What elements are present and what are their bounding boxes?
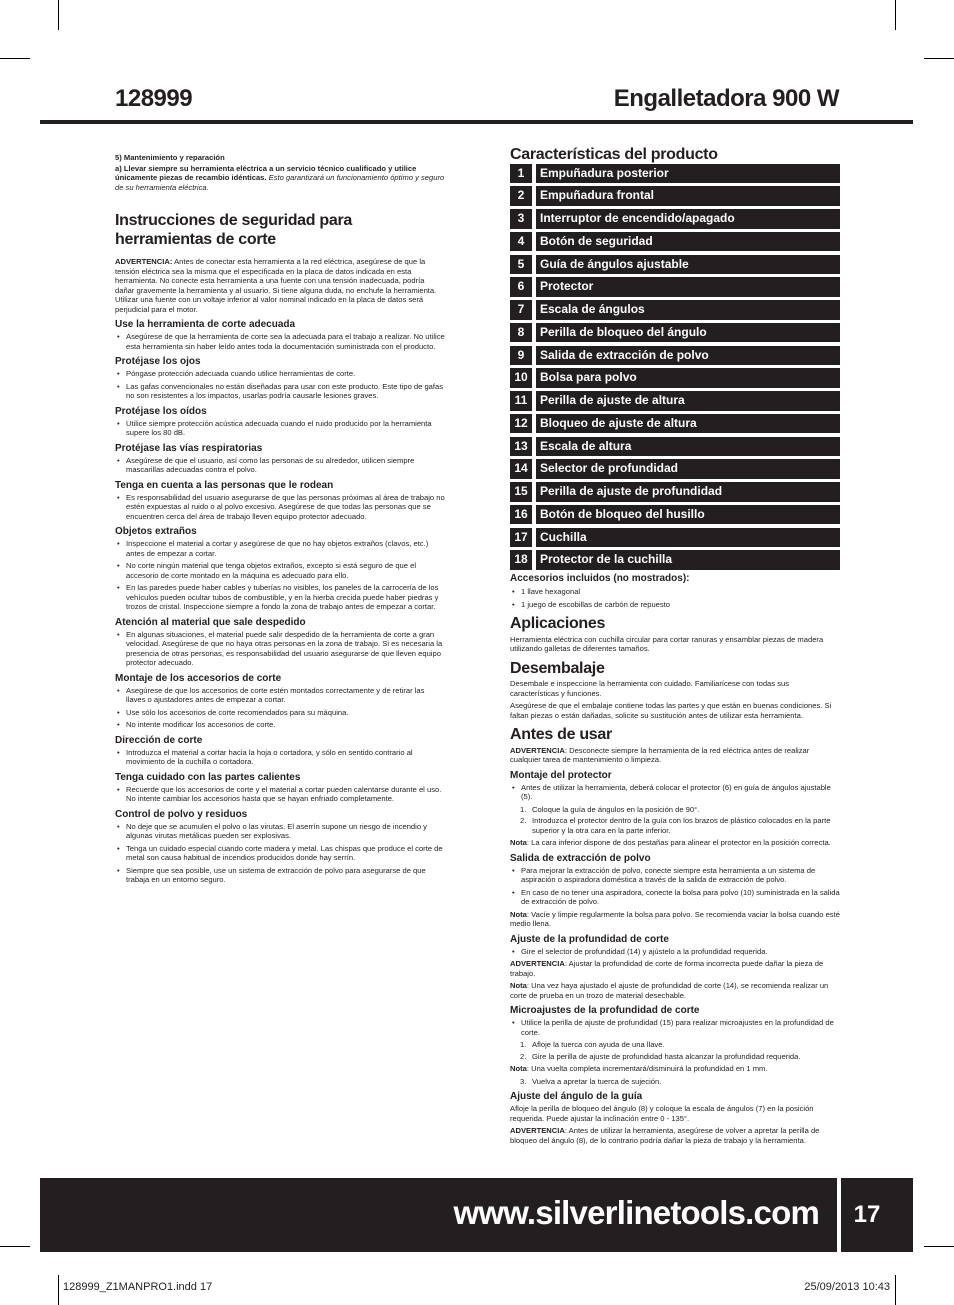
section-heading: Atención al material que sale despedido [115,616,306,628]
list-item: • Asegúrese de que los accesorios de corte estén montados correctamente y de retirar las llaves o ajustadores antes de empezar a cortar. [115,686,445,705]
feature-label: Protector de la cuchilla [536,550,840,570]
feature-number: 10 [510,368,532,388]
dust-note: Nota: Vacíe y limpie regularmente la bolsa para polvo. Se recomienda vaciar la bolsa cuando esté medio llena. [510,909,840,928]
feature-row [510,277,840,297]
step-text: Coloque la guía de ángulos en la posición de 90°. [532,804,700,814]
bullet-list [115,456,445,475]
feature-number: 6 [510,277,532,297]
feature-label: Selector de profundidad [536,459,840,479]
feature-number: 17 [510,528,532,548]
list-item: • Inspeccione el material a cortar y asegúrese de que no hay objetos extraños (clavos, etc.) antes de empezar a cortar. [115,539,445,558]
feature-number: 1 [510,164,532,184]
section-heading: Use la herramienta de corte adecuada [115,319,296,330]
bullet-list [115,630,445,668]
feature-label: Bolsa para polvo [536,368,840,388]
crop-mark [58,0,59,30]
step-text: Afloje la tuerca con ayuda de una llave. [532,1040,665,1049]
file-slug: 128999_Z1MANPRO1.indd 17 [63,1281,213,1293]
feature-row [510,209,840,229]
dust-heading: Salida de extracción de polvo [510,852,651,864]
applications-text: Herramienta eléctrica con cuchilla circular para cortar ranuras y ensamblar piezas de madera utilizando galletas de diferentes tamaños. [510,634,824,653]
feature-label: Empuñadura frontal [536,186,840,206]
feature-label: Escala de ángulos [536,300,840,320]
before-use-title: Antes de usar [510,726,612,743]
feature-row [510,437,840,457]
list-item [510,1040,840,1050]
step-number: 1. [520,1040,527,1049]
accessories-title: Accesorios incluidos (no mostrados): [510,573,690,584]
unpacking-text-2: Asegúrese de que el embalaje contiene todas las partes y que están en buenas condiciones. Si faltan piezas o están dañadas, solicite su sustitución antes de utilizar esta herramienta. [510,701,832,720]
list-item: • Asegúrese de que el usuario, así como las personas de su alrededor, utilicen siempre mascarillas adecuadas contra el polvo. [115,456,445,475]
crop-mark [924,58,954,59]
feature-row [510,459,840,479]
depth-warning: ADVERTENCIA: Ajustar la profundidad de corte de forma incorrecta puede dañar la pieza de trabajo. [510,959,824,978]
guard-note: Nota: La cara inferior dispone de dos pestañas para alinear el protector en la posición correcta. [510,838,831,847]
list-item: • En las paredes puede haber cables y tuberías no visibles, los paneles de la carrocería de los vehículos pueden ocultar tubos de combustible, y en la hierba crecida puede haber piedras y trozos de cristal. Inspeccione siempre a fondo la zona de trabajo antes de empezar a cortar. [115,583,445,612]
features-title: Características del producto [510,146,718,163]
safety-title: Instrucciones de seguridad para herramientas de corte [115,212,352,248]
list-item: • Asegúrese de que la herramienta de corte sea la adecuada para el trabajo a realizar. No utilice esta herramienta sin haber leído antes toda la documentación suministrada con el producto. [115,332,445,351]
feature-row [510,232,840,252]
bullet-list [115,369,445,401]
maintenance-item-a: a) Llevar siempre su herramienta eléctrica a un servicio técnico cualificado y utilice únicamente piezas de recambio idénticas. Esto garantizará un funcionamiento óptimo y seguro de su herramienta eléctrica. [115,163,445,192]
section-heading: Control de polvo y residuos [115,808,248,820]
feature-number: 14 [510,459,532,479]
feature-label: Perilla de ajuste de altura [536,391,840,411]
warning-paragraph: ADVERTENCIA: Antes de conectar esta herramienta a la red eléctrica, asegúrese de que la tensión eléctrica sea la misma que el especificada en la placa de datos indicada en esta herramienta. No conecte esta herramienta a una fuente con una tensión inadecuada, podría dañar gravemente la herramienta y al usuario. Si tiene alguna duda, no enchufe la herramienta. Utilizar una fuente con un voltaje inferior al valor nominal indicado en la placa de datos será perjudicial para el motor. [115,257,437,314]
feature-number: 15 [510,482,532,502]
feature-row [510,346,840,366]
list-item: • Utilice siempre protección acústica adecuada cuando el ruido producido por la herramienta supere los 80 dB. [115,419,445,438]
feature-label: Protector [536,277,840,297]
website-link[interactable]: www.silverlinetools.com [453,1194,819,1231]
feature-row [510,368,840,388]
unpacking-title: Desembalaje [510,659,605,677]
depth-note: Nota: Una vez haya ajustado el ajuste de profundidad de corte (14), se recomienda realizar un corte de prueba en un trozo de material desechable. [510,981,829,1000]
bullet-list [115,785,445,804]
list-item: • No corte ningún material que tenga objetos extraños, excepto si está seguro de que el accesorio de corte montado en la máquina es adecuado para ello. [115,561,445,580]
list-item: • Introduzca el material a cortar hacia la hoja o cortadora, y sólo en sentido contrario al movimiento de la cuchilla o cortadora. [115,748,445,767]
section-heading: Dirección de corte [115,734,203,746]
applications-title: Aplicaciones [510,615,606,632]
list-item [510,816,840,835]
step-number: 2. [520,816,527,825]
list-item: • Para mejorar la extracción de polvo, conecte siempre esta herramienta a un sistema de aspiración o aspiradora doméstica a través de la salida de extracción de polvo. [510,866,840,885]
list-item: • No deje que se acumulen el polvo o las virutas. El aserrín supone un riesgo de incendio y algunas virutas metálicas pueden ser explosivas. [115,822,445,841]
micro-step-3 [510,1077,840,1087]
feature-number: 9 [510,346,532,366]
feature-label: Bloqueo de ajuste de altura [536,414,840,434]
bullet-list [115,686,445,730]
list-item: • En caso de no tener una aspiradora, conecte la bolsa para polvo (10) suministrada en la salida de extracción de polvo. [510,888,840,907]
list-item: • Póngase protección adecuada cuando utilice herramientas de corte. [115,369,445,379]
list-item: • Recuerde que los accesorios de corte y el material a cortar pueden calentarse durante el uso. No intente cambiar los accesorios hasta que se hayan enfriado completamente. [115,785,445,804]
list-item: • Tenga un cuidado especial cuando corte madera y metal. Las chispas que produce el corte de metal son causa habitual de incendios producidos donde hay serrín. [115,844,445,863]
feature-label: Salida de extracción de polvo [536,346,840,366]
bullet-list [115,539,445,612]
list-item: • Las gafas convencionales no están diseñadas para usar con este producto. Este tipo de gafas no son resistentes a los impactos, usarlas podría causarle lesiones graves. [115,382,445,401]
feature-label: Botón de seguridad [536,232,840,252]
section-heading: Objetos extraños [115,526,197,537]
feature-row [510,186,840,206]
feature-label: Interruptor de encendido/apagado [536,209,840,229]
section-heading: Protéjase las vías respiratorias [115,442,263,454]
guard-steps [510,805,840,836]
step-text: Gire la perilla de ajuste de profundidad hasta alcanzar la profundidad requerida. [532,1051,801,1061]
crop-mark [895,1275,896,1305]
footer-bar [40,1178,837,1252]
section-heading: Tenga en cuenta a las personas que le rodean [115,479,334,491]
crop-mark [0,1246,30,1247]
bullet-list [115,822,445,885]
bullet-list [115,332,445,351]
feature-number: 16 [510,505,532,525]
guard-heading: Montaje del protector [510,769,612,781]
crop-mark [0,58,30,59]
feature-label: Cuchilla [536,528,840,548]
feature-number: 8 [510,323,532,343]
section-heading: Tenga cuidado con las partes calientes [115,771,301,783]
list-item: • En algunas situaciones, el material puede salir despedido de la herramienta de corte a gran velocidad. Asegúrese de que no haya otras personas en la zona de trabajo. Si es necesaria la presencia de otras personas, es responsabilidad del usuario asegurarse de que lleven equipo protector adecuado. [115,630,445,668]
list-item: • Gire el selector de profundidad (14) y ajústelo a la profundidad requerida. [510,947,840,957]
bullet-list [115,748,445,767]
maintenance-heading: 5) Mantenimiento y reparación [115,153,225,162]
feature-number: 3 [510,209,532,229]
feature-row [510,550,840,570]
feature-row [510,391,840,411]
right-column [510,146,840,1148]
feature-number: 4 [510,232,532,252]
section-heading: Protéjase los ojos [115,356,201,367]
page-number: 17 [841,1178,913,1252]
feature-number: 5 [510,255,532,275]
crop-mark [58,1275,59,1305]
angle-text: Afloje la perilla de bloqueo del ángulo (8) y coloque la escala de ángulos (7) en la posición requerida. Puede ajustar la inclinación entre 0 - 135°. [510,1104,814,1123]
feature-row [510,482,840,502]
feature-label: Guía de ángulos ajustable [536,255,840,275]
feature-number: 11 [510,391,532,411]
micro-steps [510,1040,840,1061]
micro-heading: Microajustes de la profundidad de corte [510,1005,700,1016]
feature-row [510,164,840,184]
feature-row [510,300,840,320]
feature-row [510,414,840,434]
step-number: 1. [520,804,527,814]
list-item [510,1052,840,1062]
feature-number: 18 [510,550,532,570]
feature-number: 13 [510,437,532,457]
depth-list [510,947,840,957]
feature-row [510,505,840,525]
list-item: • 1 llave hexagonal [510,587,840,597]
micro-note: Nota: Una vuelta completa incrementará/disminuirá la profundidad en 1 mm. [510,1064,768,1073]
list-item: • Antes de utilizar la herramienta, deberá colocar el protector (6) en guía de ángulos ajustable (5). [510,783,840,802]
depth-heading: Ajuste de la profundidad de corte [510,933,669,945]
feature-number: 2 [510,186,532,206]
crop-mark [924,1246,954,1247]
before-use-warning: ADVERTENCIA: Desconecte siempre la herramienta de la red eléctrica antes de realizar cualquier tarea de mantenimiento o limpieza. [510,745,810,764]
section-heading: Protéjase los oídos [115,405,207,417]
list-item [510,805,840,815]
features-list [510,164,840,570]
guard-list [510,783,840,802]
crop-mark [895,0,896,30]
header-rule [40,120,913,124]
feature-number: 12 [510,414,532,434]
list-item: • Siempre que sea posible, use un sistema de extracción de polvo para asegurarse de que trabaja en un entorno seguro. [115,866,445,885]
feature-number: 7 [510,300,532,320]
list-item: 3. Vuelva a apretar la tuerca de sujeción. [520,1076,662,1086]
feature-label: Botón de bloqueo del husillo [536,505,840,525]
feature-row [510,528,840,548]
unpacking-text-1: Desembale e inspeccione la herramienta con cuidado. Familiarícese con todas sus características y funciones. [510,679,790,698]
feature-label: Empuñadura posterior [536,164,840,184]
list-item: • Use sólo los accesorios de corte recomendados para su máquina. [115,708,445,718]
product-code: 128999 [115,85,193,112]
date-slug: 25/09/2013 10:43 [804,1281,890,1293]
bullet-list [115,493,445,522]
left-column [115,153,445,888]
list-item: • Es responsabilidad del usuario asegurarse de que las personas próximas al área de trabajo no estén expuestas al ruido o al polvo excesivo. Asegúrese de que todas las personas que se encuentren cerca del área de trabajo lleven equipo protector adecuado. [115,493,445,522]
section-heading: Montaje de los accesorios de corte [115,672,282,684]
feature-label: Perilla de ajuste de profundidad [536,482,840,502]
micro-list [510,1018,840,1037]
feature-label: Perilla de bloqueo del ángulo [536,323,840,343]
list-item: • Utilice la perilla de ajuste de profundidad (15) para realizar microajustes en la profundidad de corte. [510,1018,840,1037]
step-number: 2. [520,1051,527,1061]
safety-sections [115,319,445,885]
angle-warning: ADVERTENCIA: Antes de utilizar la herramienta, asegúrese de volver a apretar la perilla de bloqueo del ángulo (8), de lo contrario podría dañar la pieza de trabajo y la herramienta. [510,1126,820,1145]
list-item: • 1 juego de escobillas de carbón de repuesto [510,600,840,610]
accessories-list [510,587,840,609]
product-title: Engalletadora 900 W [613,85,839,112]
feature-row [510,255,840,275]
step-text: Introduzca el protector dentro de la guía con los brazos de plástico colocados en la parte superior y la otra cara en la parte inferior. [532,816,831,835]
angle-heading: Ajuste del ángulo de la guía [510,1091,643,1102]
feature-row [510,323,840,343]
dust-list [510,866,840,907]
list-item: • No intente modificar los accesorios de corte. [115,720,445,730]
feature-label: Escala de altura [536,437,840,457]
bullet-list [115,419,445,438]
